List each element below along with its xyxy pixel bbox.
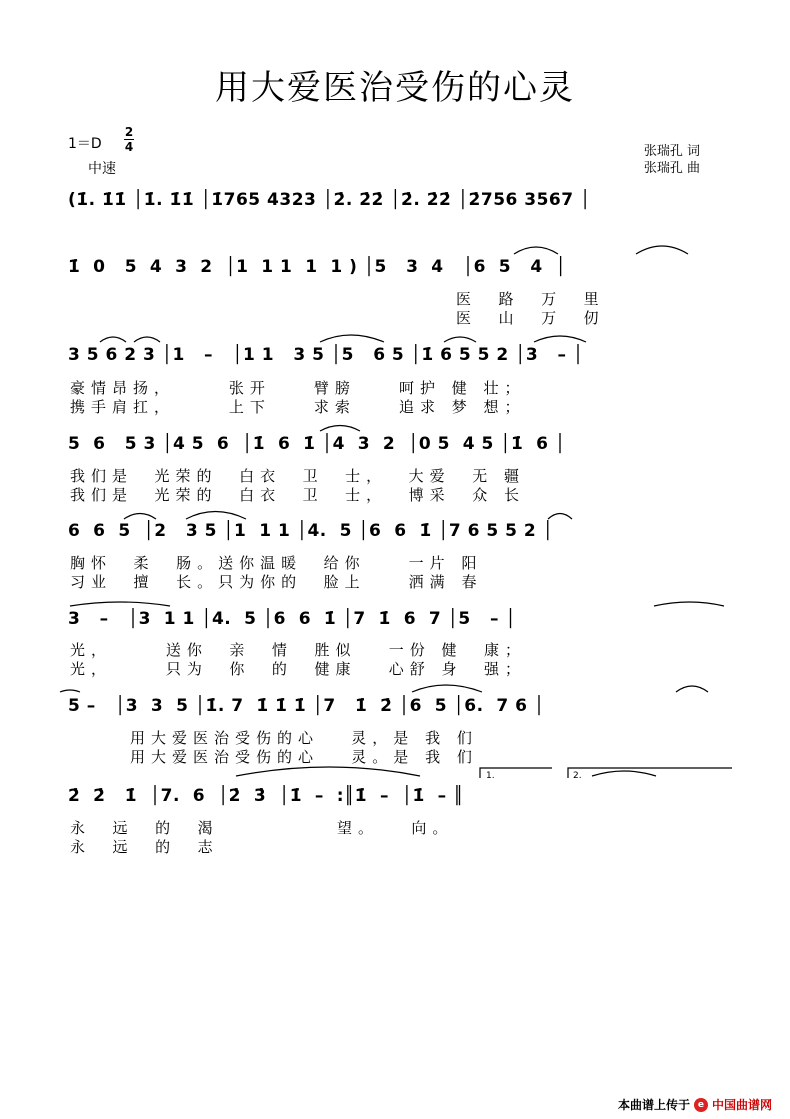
site-footer (618, 1096, 772, 1113)
slur-mark (592, 771, 656, 776)
notation-line-1: (1̇. 1̇1̇ │1̇. 1̇1̇ │1̇765 4323 │2̇. 2̇2̇ │2̇. 2̇2̇ │2̇756 3567 │ (68, 190, 591, 210)
lyric-line-8-verse-1: 永 远 的 渴 望。 向。 (70, 819, 454, 837)
lyric-line-4-verse-1: 我们是 光荣的 白衣 卫 士， 大爱 无 疆 (70, 467, 525, 485)
lyric-line-2-verse-1: 医 路 万 里 (456, 290, 605, 308)
notation-line-8: 2̇ 2̇ 1̇ │7. 6 │2̇ 3̇ │1̇ – :║1̇ – │1̇ – ║ (68, 786, 464, 806)
composer-credit: 张瑞孔 曲 (643, 161, 700, 176)
lyric-line-2-verse-2: 医 山 万 仞 (456, 309, 605, 327)
lyric-line-3-verse-2: 携手肩扛， 上下 求索 追求 梦 想； (70, 398, 526, 416)
lyric-line-6-verse-2: 光， 只为 你 的 健康 心舒 身 强； (70, 660, 527, 678)
notation-line-6: 3 – │3 1 1 │4. 5 │6 6 1̇ │7 1̇ 6 7 │5 – │ (68, 609, 517, 629)
notation-line-7: 5 – │3 3 5 │1̇. 7 1̇ 1̇ 1̇ │7 1̇ 2̇ │6 5 │6. 7 6 │ (68, 696, 545, 716)
volta-bracket-2 (568, 768, 732, 778)
volta-1-label: 1. (486, 771, 495, 781)
volta-2-label: 2. (573, 771, 582, 781)
lyric-line-5-verse-2: 习业 擅 长。只为你的 脸上 洒满 春 (70, 573, 483, 591)
lyric-line-5-verse-1: 胸怀 柔 肠。送你温暖 给你 一片 阳 (70, 554, 483, 572)
lyric-line-7-verse-2: 用大爱医治受伤的心 灵。是 我 们 (130, 748, 478, 766)
time-signature-bottom: 4 (124, 140, 134, 154)
lyric-line-7-verse-1: 用大爱医治受伤的心 灵，是 我 们 (130, 729, 478, 747)
key-signature: 1＝D (68, 136, 102, 152)
time-signature-top: 2 (124, 125, 134, 139)
tempo-marking: 中速 (88, 161, 116, 177)
lyric-line-3-verse-1: 豪情昂扬， 张开 臂膀 呵护 健 壮； (70, 379, 526, 397)
lyric-line-8-verse-2: 永 远 的 志 (70, 838, 219, 856)
lyric-line-4-verse-2: 我们是 光荣的 白衣 卫 士， 博采 众 长 (70, 486, 525, 504)
notation-line-2: 1̇ 0 5 4 3 2 │1 1 1 1 1 ) │5 3 4 │6 5 4 │ (68, 257, 567, 277)
site-logo-icon: e (694, 1098, 708, 1112)
site-logo-text[interactable]: 中国曲谱网 (711, 1098, 772, 1112)
lyric-line-6-verse-1: 光， 送你 亲 情 胜似 一份 健 康； (70, 641, 527, 659)
slur-mark (236, 767, 420, 776)
upload-note: 本曲谱上传于 (617, 1098, 690, 1112)
notation-line-3: 3 5 6 2 3 │1 – │1 1 3 5 │5 6 5 │1̇ 6 5 5 2 │3 – │ (68, 345, 584, 365)
notation-line-5: 6 6 5 │2 3 5 │1 1 1 │4. 5 │6 6 1̇ │7 6 5 5 2 │ (68, 521, 554, 541)
lyricist-credit: 张瑞孔 词 (643, 144, 700, 159)
song-title: 用大爱医治受伤的心灵 (215, 68, 575, 108)
notation-line-4: 5 6 5 3 │4 5 6 │1̇ 6 1̇ │4 3 2 │0 5 4 5 │1̇ 6 │ (68, 434, 566, 454)
volta-bracket-1 (480, 768, 552, 778)
